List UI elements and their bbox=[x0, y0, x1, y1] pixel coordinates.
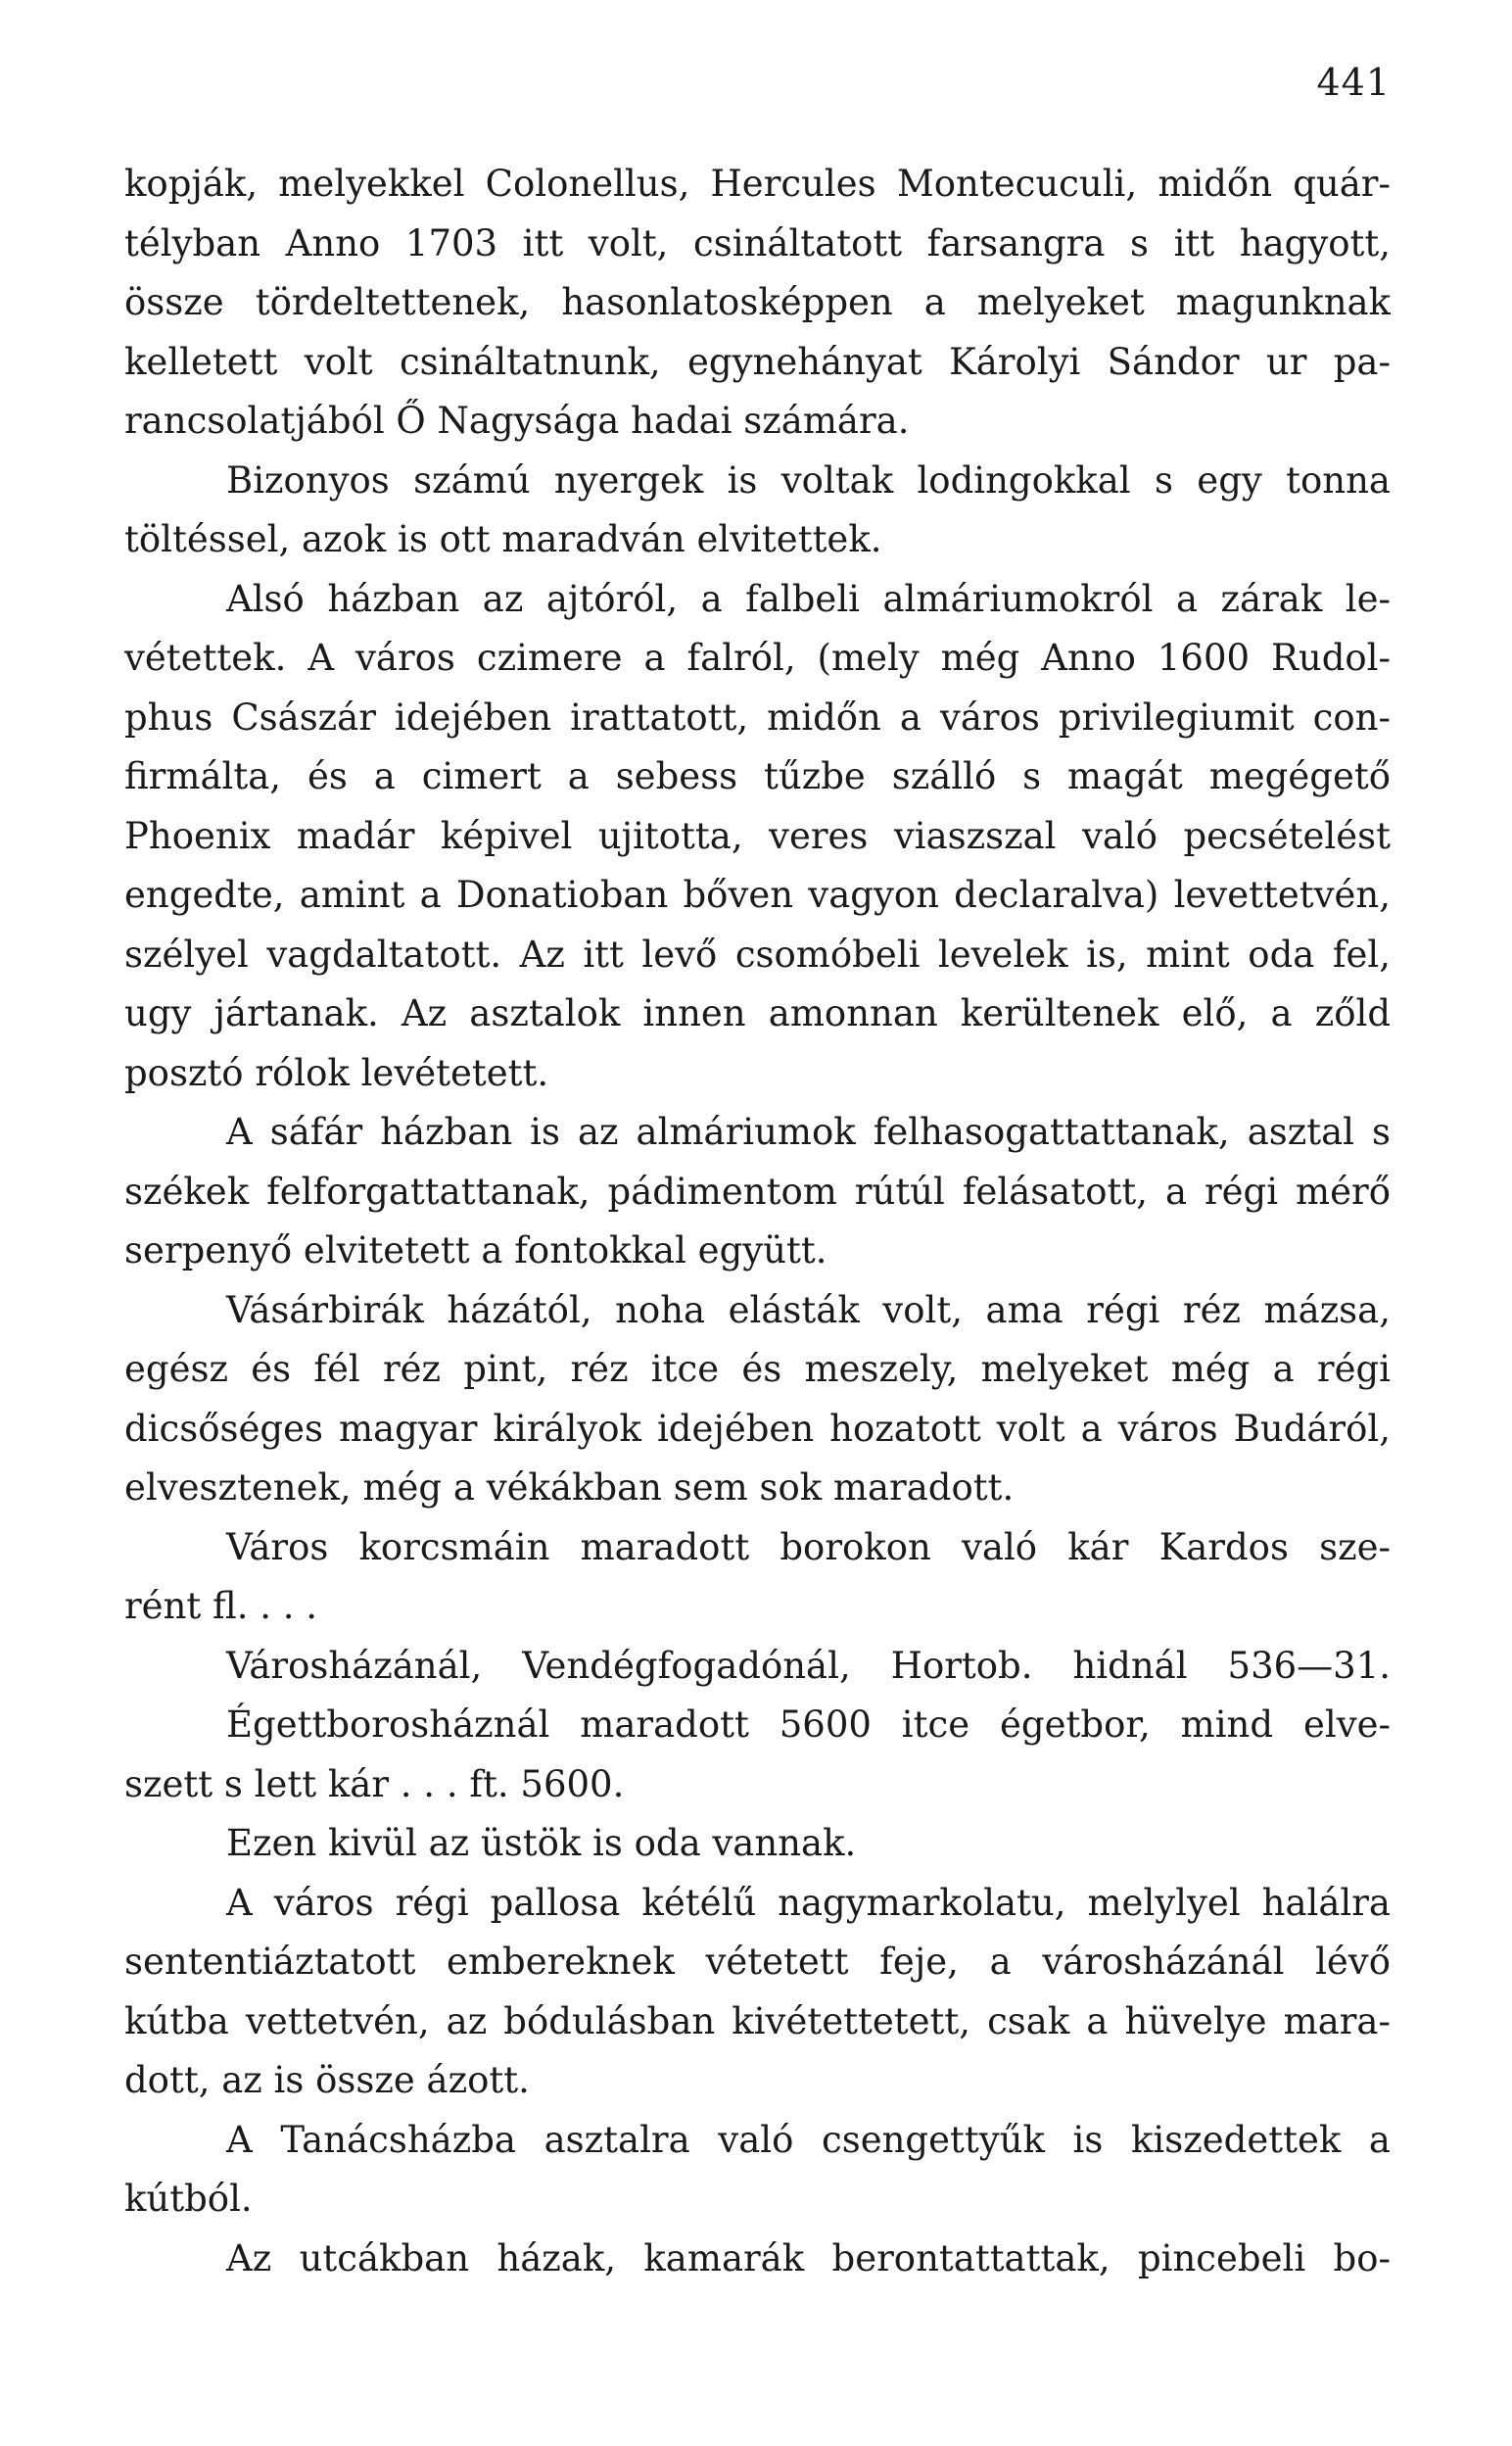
text-line: firmálta, és a cimert a sebess tűzbe szálló s magát megégető bbox=[124, 755, 1391, 797]
text-line: ugy jártanak. Az asztalok innen amonnan kerültenek elő, a zőld bbox=[124, 992, 1391, 1034]
text-line: télyban Anno 1703 itt volt, csináltatott farsangra s itt hagyott, bbox=[124, 221, 1391, 264]
text-line: rént fl. . . . bbox=[124, 1585, 318, 1627]
text-line: Bizonyos számú nyergek is voltak lodingokkal s egy tonna bbox=[226, 458, 1391, 502]
text-line: kopják, melyekkel Colonellus, Hercules Montecuculi, midőn quár- bbox=[124, 163, 1391, 205]
text-line: posztó rólok levétetett. bbox=[124, 1051, 549, 1094]
text-line: Phoenix madár képivel ujitotta, veres viaszszal való pecsételést bbox=[124, 814, 1391, 857]
text-line: Vásárbirák házától, noha elásták volt, ama régi réz mázsa, bbox=[226, 1288, 1391, 1331]
text-line: székek felforgattattanak, pádimentom rútúl felásatott, a régi mérő bbox=[124, 1170, 1391, 1213]
text-line: Ezen kivül az üstök is oda vannak. bbox=[226, 1822, 857, 1864]
text-line: sententiáztatott embereknek vétetett feje, a városházánál lévő bbox=[124, 1941, 1391, 1983]
text-line: Égettborosháznál maradott 5600 itce égetbor, mind elve- bbox=[226, 1703, 1391, 1746]
text-line: egész és fél réz pint, réz itce és meszely, melyeket még a régi bbox=[124, 1348, 1391, 1390]
text-line: kútba vettetvén, az bódulásban kivétettetett, csak a hüvelye mara- bbox=[124, 1999, 1391, 2042]
body-text bbox=[124, 155, 1391, 2288]
text-line: össze tördeltettenek, hasonlatosképpen a melyeket magunknak bbox=[124, 281, 1391, 323]
text-line: rancsolatjából Ő Nagysága hadai számára. bbox=[124, 400, 910, 442]
text-line: elvesztenek, még a vékákban sem sok maradott. bbox=[124, 1466, 1015, 1509]
text-line: A város régi pallosa kétélű nagymarkolatu, melylyel halálra bbox=[226, 1881, 1391, 1924]
text-line: kelletett volt csináltatnunk, egynehányat Károlyi Sándor ur pa- bbox=[124, 340, 1391, 383]
text-line: A sáfár házban is az almáriumok felhasogattattanak, asztal s bbox=[226, 1111, 1391, 1153]
text-line: szett s lett kár . . . ft. 5600. bbox=[124, 1762, 625, 1805]
text-line: szélyel vagdaltatott. Az itt levő csomóbeli levelek is, mint oda fel, bbox=[124, 933, 1391, 976]
text-line: Város korcsmáin maradott borokon való kár Kardos sze- bbox=[226, 1525, 1391, 1568]
text-line: A Tanácsházba asztalra való csengettyűk is kiszedettek a bbox=[226, 2118, 1391, 2161]
text-line: vétettek. A város czimere a falról, (mely még Anno 1600 Rudol- bbox=[124, 637, 1391, 679]
text-line: kútból. bbox=[124, 2178, 253, 2220]
text-line: dicsőséges magyar királyok idejében hozatott volt a város Budáról, bbox=[124, 1407, 1391, 1450]
text-line: Városházánál, Vendégfogadónál, Hortob. hidnál 536—31. bbox=[226, 1644, 1391, 1687]
text-line: dott, az is össze ázott. bbox=[124, 2059, 530, 2101]
text-line: Alsó házban az ajtóról, a falbeli almáriumokról a zárak le- bbox=[226, 577, 1391, 620]
text-line: phus Császár idejében irattatott, midőn a város privilegiumit con- bbox=[124, 695, 1391, 739]
text-line: serpenyő elvitetett a fontokkal együtt. bbox=[124, 1229, 827, 1271]
text-line: töltéssel, azok is ott maradván elvitettek. bbox=[124, 518, 882, 560]
text-line: engedte, amint a Donatioban bőven vagyon declaralva) levettetvén, bbox=[124, 874, 1391, 916]
page-number: 441 bbox=[1316, 61, 1391, 104]
text-line: Az utcákban házak, kamarák berontattattak, pincebeli bo- bbox=[226, 2236, 1391, 2279]
